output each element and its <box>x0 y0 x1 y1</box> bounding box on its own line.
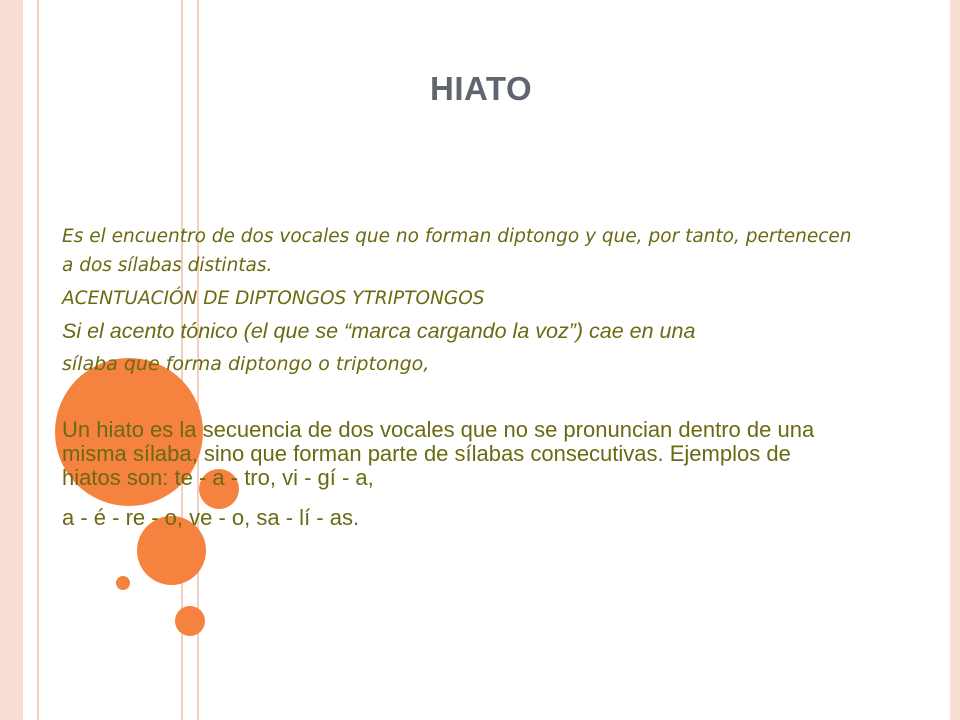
accent-text-a: Si el acento tónico (el que se “marca cargando la voz”) cae en una <box>62 319 696 343</box>
accent-paragraph <box>62 315 862 380</box>
hiato-definition: Un hiato es la secuencia de dos vocales que no se pronuncian dentro de una misma sílaba, sino que forman parte de sílabas consecutivas. Ejemplos de hiatos son: te - a - tro, vi - gí - a, <box>62 417 815 490</box>
accent-heading: ACENTUACIÓN DE DIPTONGOS YTRIPTONGOS <box>62 288 485 309</box>
intro-paragraph: Es el encuentro de dos vocales que no forman diptongo y que, por tanto, pertenecen a dos sílabas distintas. <box>62 226 852 276</box>
slide-title: HIATO <box>430 70 533 107</box>
decor-line <box>37 0 39 720</box>
slide-body <box>62 222 862 531</box>
decor-circle-tiny <box>116 576 130 590</box>
decor-circle-small <box>175 606 205 636</box>
left-decor-band <box>0 0 23 720</box>
hiato-examples: a - é - re - o, ve - o, sa - lí - as. <box>62 505 360 530</box>
accent-text-b: sílaba que forma diptongo o triptongo, <box>62 353 430 375</box>
right-decor-band <box>950 0 960 720</box>
